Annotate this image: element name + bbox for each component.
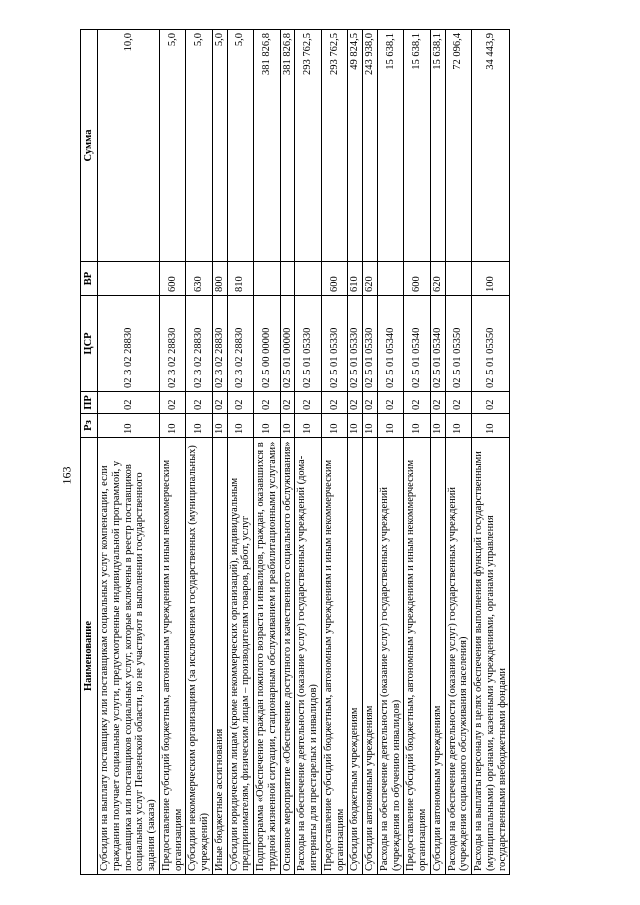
cell-pr: 02 [321,392,348,414]
page-number: 163 [59,466,74,485]
cell-name: Расходы на обеспечение деятельности (оказание услуг) государственных учреждений (дома-интернаты для престарелых и инвалидов) [295,438,322,875]
cell-csr: 02 5 01 05340 [404,296,431,392]
table-row [445,30,472,875]
cell-vr: 610 [348,262,363,296]
cell-pr: 02 [377,392,404,414]
cell-vr: 600 [159,262,186,296]
cell-rz: 10 [363,414,378,438]
cell-csr: 02 3 02 28830 [212,296,227,392]
table-row [212,30,227,875]
cell-pr: 02 [212,392,227,414]
cell-sum: 381 826,8 [254,30,281,262]
cell-sum: 5,0 [159,30,186,262]
cell-name: Иные бюджетные ассигнования [212,438,227,875]
cell-sum: 34 443,9 [472,30,510,262]
cell-vr: 600 [321,262,348,296]
cell-name: Субсидии юридическим лицам (кроме некоммерческих организаций), индивидуальным предпринимателям, физическим лицам – производителям товаров, работ, услуг [227,438,254,875]
cell-rz: 10 [186,414,213,438]
table-row [321,30,348,875]
table-row [377,30,404,875]
cell-vr [445,262,472,296]
table-row [363,30,378,875]
cell-sum: 5,0 [227,30,254,262]
cell-sum: 5,0 [186,30,213,262]
cell-rz: 10 [377,414,404,438]
cell-csr: 02 5 01 05350 [472,296,510,392]
cell-vr [280,262,295,296]
cell-sum: 10,0 [98,30,160,262]
cell-name: Субсидии некоммерческим организациям (за исключением государственных (муниципальных) учреждений) [186,438,213,875]
cell-pr: 02 [404,392,431,414]
cell-name: Расходы на обеспечение деятельности (оказание услуг) государственных учреждений (учреждения социального обслуживания населения) [445,438,472,875]
header-pr: ПР [81,392,98,414]
cell-rz: 10 [280,414,295,438]
table-row [186,30,213,875]
table-row [227,30,254,875]
cell-vr: 630 [186,262,213,296]
table-row [404,30,431,875]
cell-rz: 10 [404,414,431,438]
cell-pr: 02 [363,392,378,414]
cell-pr: 02 [159,392,186,414]
header-sum: Сумма [81,30,98,262]
cell-pr: 02 [348,392,363,414]
table-row [98,30,160,875]
cell-name: Подпрограмма «Обеспечение граждан пожилого возраста и инвалидов, граждан, оказавшихся в трудной жизненной ситуации, стационарным обслуживанием и реабилитационными услугами» [254,438,281,875]
cell-vr [98,262,160,296]
cell-sum: 15 638,1 [377,30,404,262]
cell-vr: 620 [363,262,378,296]
cell-csr: 02 5 01 05330 [348,296,363,392]
cell-vr: 800 [212,262,227,296]
cell-pr: 02 [430,392,445,414]
cell-csr: 02 3 02 28830 [159,296,186,392]
cell-vr: 600 [404,262,431,296]
cell-name: Расходы на выплаты персоналу в целях обеспечения выполнения функций государственными (муниципальными) органами, казенными учреждениями, органами управления государственными внебюджетными фондами [472,438,510,875]
table-row [348,30,363,875]
cell-name: Субсидии бюджетным учреждениям [348,438,363,875]
cell-rz: 10 [445,414,472,438]
table-row [280,30,295,875]
cell-sum: 293 762,5 [321,30,348,262]
cell-csr: 02 5 01 05350 [445,296,472,392]
cell-csr: 02 3 02 28830 [98,296,160,392]
header-rz: Рз [81,414,98,438]
cell-csr: 02 5 01 05330 [295,296,322,392]
table-wrapper [80,30,585,875]
cell-csr: 02 3 02 28830 [227,296,254,392]
cell-csr: 02 5 01 05330 [321,296,348,392]
header-vr: ВР [81,262,98,296]
header-name: Наименование [81,438,98,875]
cell-name: Предоставление субсидий бюджетным, автономным учреждениям и иным некоммерческим организациям [404,438,431,875]
table-body [98,30,510,875]
budget-table [80,29,510,875]
table-row [159,30,186,875]
cell-name: Субсидии автономным учреждениям [363,438,378,875]
cell-name: Предоставление субсидий бюджетным, автономным учреждениям и иным некоммерческим организациям [159,438,186,875]
cell-pr: 02 [295,392,322,414]
table-row [430,30,445,875]
cell-sum: 381 826,8 [280,30,295,262]
cell-csr: 02 5 01 05340 [377,296,404,392]
cell-rz: 10 [159,414,186,438]
cell-pr: 02 [227,392,254,414]
cell-rz: 10 [321,414,348,438]
table-header-row [81,30,98,875]
cell-rz: 10 [212,414,227,438]
cell-name: Предоставление субсидий бюджетным, автономным учреждениям и иным некоммерческим организациям [321,438,348,875]
cell-vr: 100 [472,262,510,296]
cell-sum: 5,0 [212,30,227,262]
cell-csr: 02 5 01 05330 [363,296,378,392]
cell-pr: 02 [445,392,472,414]
cell-rz: 10 [98,414,160,438]
cell-pr: 02 [254,392,281,414]
cell-vr [377,262,404,296]
cell-csr: 02 5 01 00000 [280,296,295,392]
cell-rz: 10 [472,414,510,438]
table-row [472,30,510,875]
cell-sum: 72 096,4 [445,30,472,262]
header-csr: ЦСР [81,296,98,392]
cell-pr: 02 [186,392,213,414]
cell-rz: 10 [348,414,363,438]
cell-csr: 02 3 02 28830 [186,296,213,392]
table-row [295,30,322,875]
cell-pr: 02 [280,392,295,414]
cell-sum: 293 762,5 [295,30,322,262]
table-row [254,30,281,875]
cell-name: Субсидии на выплату поставщику или поставщикам социальных услуг компенсации, если гражданин получает социальные услуги, предусмотренные индивидуальной программой, у поставщика или поставщиков социальных услуг, которые включены в реестр поставщиков социальных услуг Пензенской области, но не участвуют в выполнении государственного задания (заказа) [98,438,160,875]
rotated-page-container [80,30,585,875]
cell-sum: 49 824,5 [348,30,363,262]
cell-rz: 10 [295,414,322,438]
cell-pr: 02 [98,392,160,414]
cell-pr: 02 [472,392,510,414]
cell-rz: 10 [254,414,281,438]
cell-vr [295,262,322,296]
cell-csr: 02 5 00 00000 [254,296,281,392]
cell-name: Расходы на обеспечение деятельности (оказание услуг) государственных учреждений (учреждения по обучению инвалидов) [377,438,404,875]
cell-csr: 02 5 01 05340 [430,296,445,392]
cell-name: Основное мероприятие «Обеспечение доступного и качественного социального обслуживания» [280,438,295,875]
cell-rz: 10 [227,414,254,438]
cell-sum: 15 638,1 [404,30,431,262]
cell-sum: 15 638,1 [430,30,445,262]
cell-rz: 10 [430,414,445,438]
cell-name: Субсидии автономным учреждениям [430,438,445,875]
cell-sum: 243 938,0 [363,30,378,262]
cell-vr: 810 [227,262,254,296]
cell-vr: 620 [430,262,445,296]
cell-vr [254,262,281,296]
